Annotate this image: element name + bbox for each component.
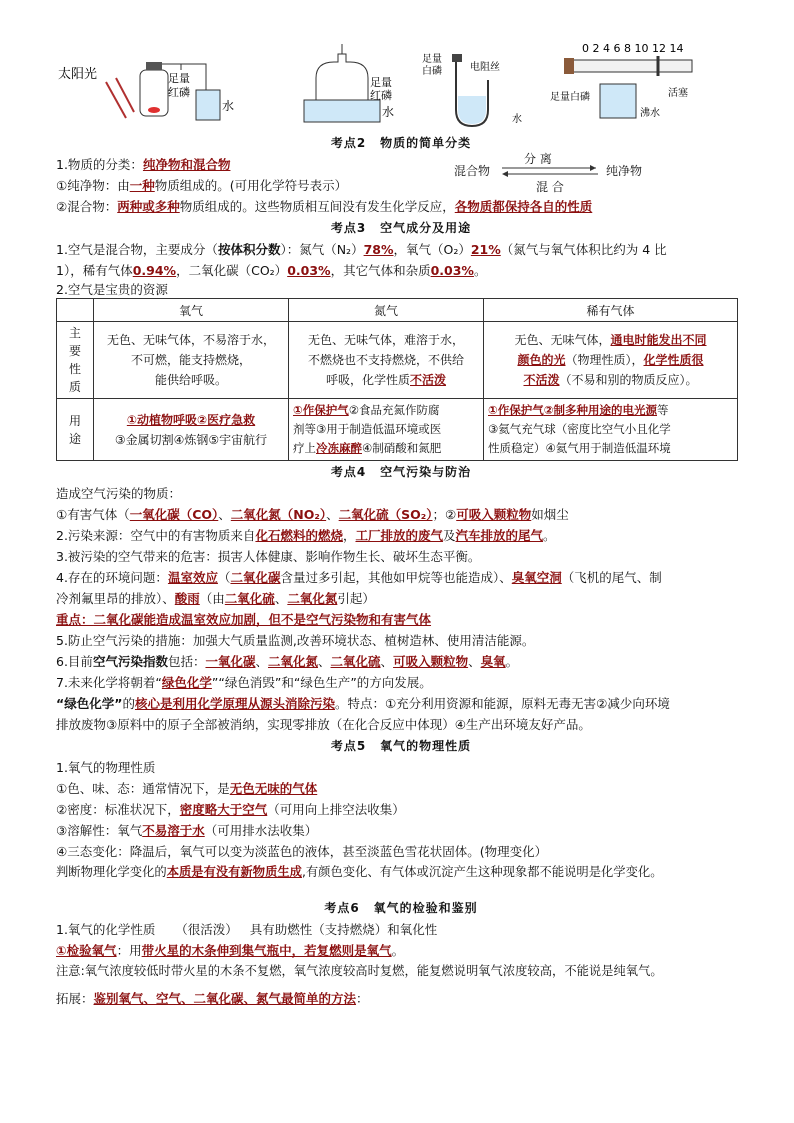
svg-text:红磷: 红磷 [370, 89, 392, 102]
white-phosphorus-label: 足量 [422, 54, 442, 65]
red-phosphorus-label-2: 足量 [370, 76, 392, 89]
table-row-uses: 用 途 ①动植物呼吸②医疗急救 ③金属切割④炼钢⑤宇宙航行 ①作保护气②食品充氮作防腐 剂等③用于制造低温环境或医 疗上冷冻麻醉④制硝酸和氮肥 ①作保护气②制多种用途的电光源等 ③氦气充气球（密度比空气小且化学 性质稳定）④氦气用于制造低温环境 [57, 399, 738, 461]
boiling-water-label: 沸水 [640, 108, 660, 119]
svg-text:红磷: 红磷 [168, 86, 190, 99]
experiment-figures [56, 40, 746, 132]
section-4-title: 考点4 空气污染与防治 [330, 465, 472, 479]
piston-label: 活塞 [668, 88, 688, 99]
scale-label: 0 2 4 6 8 10 12 14 [582, 42, 684, 55]
sunlight-label: 太阳光 [58, 67, 98, 82]
header-oxygen: 氧气 [94, 299, 289, 322]
water-label-1: 水 [222, 99, 235, 113]
u-tube-figure [422, 40, 532, 132]
section-2-body: 1.物质的分类：纯净物和混合物 ①纯净物：由一种物质组成的。(可用化学符号表示） ②混合物：两种或多种物质组成的。这些物质相互间没有发生化学反应，各物质都保持各自的性质 分 离 混合物 纯净物 混 合 [56, 154, 746, 217]
section-3-title: 考点3 空气成分及用途 [330, 221, 472, 235]
table-row-properties: 主 要 性 质 无色、无味气体，不易溶于水， 不可燃，能支持燃烧， 能供给呼吸。 无色、无味气体，难溶于水， 不燃烧也不支持燃烧，不供给 呼吸，化学性质不活泼 无色、无味气体，通电时能发出不同 颜色的光（物理性质），化学性质很 不活泼（不易和别的物质反应）。 [57, 322, 738, 399]
water-label-3: 水 [512, 114, 522, 125]
svg-text:白磷: 白磷 [422, 66, 442, 77]
resistance-wire-label: 电阻丝 [470, 62, 500, 73]
document-page: 太阳光 足量 红磷 水 足量 红磷 水 足量 白磷 电阻丝 水 0 2 4 6 8 10 12 14 足量白磷 活塞 沸水 考点2 物质的简单分类 1.物质的分类：纯净物和混合物 ①纯净物：由一种物质组成的。(可用化学符号表示） ②混合物：两种或多种物质组成的。这些物质相互间没有发生化学反应，各物质都保持各自的性质 分 离 混合物 纯净物 混 合 考点3 空气成分及用途 1.空气是混合物，主要成分（按体积分数）：氮气（N₂）78%，氧气（O₂）21%（氮气与氧气体积比约为 4 比 1），稀有气体0.94%，二氧化碳（CO₂）0.03%，其它气体和杂质0.03%。 2.空气是宝贵的资源 氧气 氮气 稀有气体 主 要 性 质 无色、无味气体，不易溶于水， 不可燃，能支持燃烧， 能供给呼吸。 无色、无味气体，难溶于水， 不燃烧也不支持燃烧，不供给 呼吸，化学性质不活泼 无色、无味气体，通电时能发出不同 颜色的光（物理性质），化学性质很 不活泼（不易和别的物质反应）。 用 途 ①动植物呼吸②医疗急救 ③金属切割④炼钢⑤宇宙航行 ①作保护气②食品充氮作防腐 剂等③用于制造低温环境或医 疗上冷冻麻醉④制硝酸和氮肥 ①作保护气②制多种用途的电光源等 ③氦气充气球（密度比空气小且化学 性质稳定）④氦气用于制造低温环境 考点4 空气污染与防治 造成空气污染的物质： ①有害气体（一氧化碳（CO）、二氧化氮（NO₂）、二氧化硫（SO₂）；②可吸入颗粒物如烟尘 2.污染来源：空气中的有害物质来自化石燃料的燃烧，工厂排放的废气及汽车排放的尾气。 3.被污染的空气带来的危害：损害人体健康、影响作物生长、破坏生态平衡。 4.存在的环境问题：温室效应（二氧化碳含量过多引起，其他如甲烷等也能造成）、臭氧空洞（飞机的尾气、制 冷剂氟里昂的排放）、酸雨（由二氧化硫、二氧化氮引起） 重点：二氧化碳能造成温室效应加剧，但不是空气污染物和有害气体 5.防止空气污染的措施：加强大气质量监测,改善环境状态、植树造林、使用清洁能源。 6.目前空气污染指数包括：一氧化碳、二氧化氮、二氧化硫、可吸入颗粒物、臭氧。 7.未来化学将朝着“绿色化学”“绿色消毁”和“绿色生产”的方向发展。 “绿色化学”的核心是利用化学原理从源头消除污染。特点：①充分利用资源和能源，原料无毒无害②减少向环境 排放废物③原料中的原子全部被消纳，实现零排放（在化合反应中体现）④生产出环境友好产品。 考点5 氧气的物理性质 1.氧气的物理性质 ①色、味、态：通常情况下，是无色无味的气体 ②密度：标准状况下，密度略大于空气（可用向上排空法收集） ③溶解性：氧气不易溶于水（可用排水法收集） ④三态变化：降温后，氧气可以变为淡蓝色的液体，甚至淡蓝色雪花状固体。(物理变化） 判断物理化学变化的本质是有没有新物质生成,有颜色变化、有气体或沉淀产生这种现象都不能说明是化学变化。 考点6 氧气的检验和鉴别 1.氧气的化学性质 （很活泼） 具有助燃性（支持燃烧）和氧化性 ①检验氧气：用带火星的木条伸到集气瓶中，若复燃则是氧气。 注意:氧气浓度较低时带火星的木条不复燃，氧气浓度较高时复燃，能复燃说明氧气浓度较高，不能说是纯氧气。 拓展：鉴别氧气、空气、二氧化碳、氮气最简单的方法： [56, 40, 746, 1009]
resource-heading: 2.空气是宝贵的资源 [56, 282, 168, 297]
section-2-title: 考点2 物质的简单分类 [330, 136, 472, 150]
gas-properties-table [56, 298, 738, 461]
header-nitrogen: 氮气 [289, 299, 484, 322]
classification-diagram: 分 离 混合物 纯净物 混 合 [454, 152, 643, 194]
white-phosphorus-label-2: 足量白磷 [550, 92, 590, 103]
section-6-title: 考点6 氧气的检验和鉴别 [324, 901, 478, 915]
header-rare-gas: 稀有气体 [484, 299, 738, 322]
bell-jar-figure [296, 40, 406, 132]
sunlight-apparatus-figure [56, 40, 235, 132]
syringe-figure [550, 40, 746, 132]
two-way-arrow-icon [500, 164, 600, 178]
water-label-2: 水 [382, 105, 395, 119]
red-phosphorus-label: 足量 [168, 72, 190, 85]
section-5-title: 考点5 氧气的物理性质 [330, 739, 472, 753]
